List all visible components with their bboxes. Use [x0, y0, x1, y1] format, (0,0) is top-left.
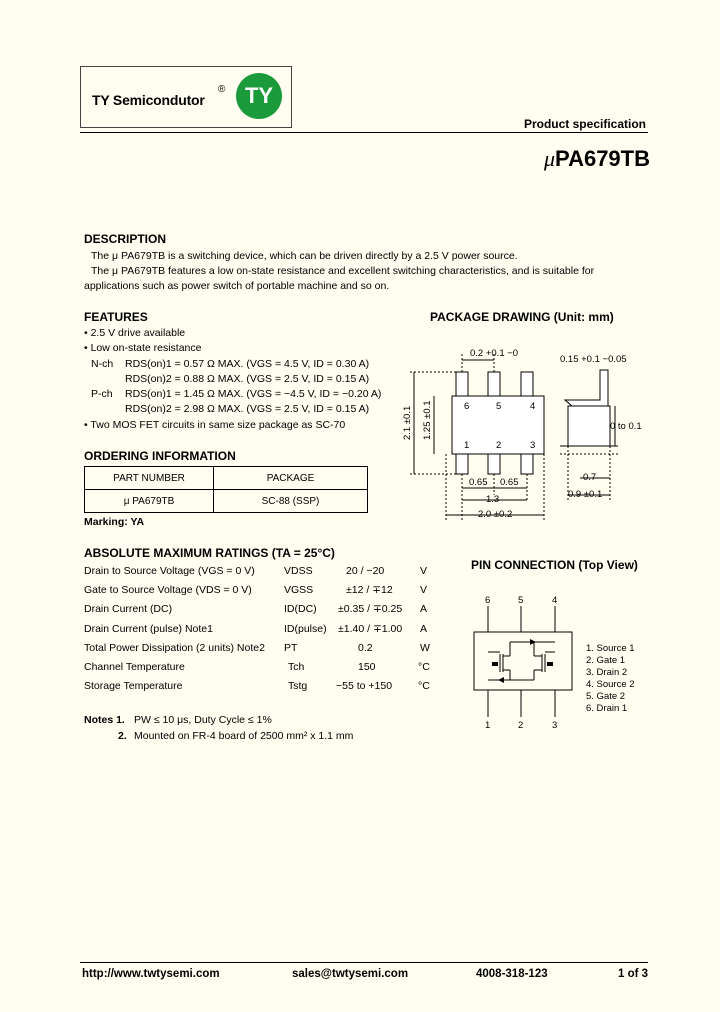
header-rule: [80, 132, 648, 133]
pin-connection-heading: PIN CONNECTION (Top View): [471, 558, 638, 572]
nch-label: N-ch: [91, 358, 114, 370]
rating-symbol: Tch: [288, 660, 305, 673]
notes-label-2: 2.: [118, 730, 127, 742]
footer-rule: [80, 962, 648, 963]
rating-value: 0.2: [358, 641, 373, 654]
dim-lead-thickness: 0.15 +0.1 −0.05: [560, 354, 627, 365]
rating-value: ±1.40 / ∓1.00: [338, 622, 403, 635]
rating-symbol: ID(DC): [284, 603, 317, 616]
pin-label-5: 5: [496, 401, 502, 412]
pin-bottom-2: 2: [518, 720, 524, 731]
package-drawing-heading: PACKAGE DRAWING (Unit: mm): [430, 310, 614, 324]
rating-unit: °C: [418, 660, 430, 673]
marking: Marking: YA: [84, 516, 145, 528]
pin-connection-diagram: [470, 592, 580, 732]
rating-unit: V: [420, 584, 428, 597]
rating-param: Gate to Source Voltage (VDS = 0 V): [84, 584, 252, 597]
dim-span: 1.3: [486, 494, 500, 505]
rating-param: Drain Current (DC): [84, 603, 173, 616]
feature-2: • Low on-state resistance: [84, 342, 202, 354]
dim-pitch-a: 0.65: [469, 477, 488, 488]
rating-unit: V: [420, 565, 428, 577]
pin-label-6: 6: [464, 401, 470, 412]
mu-symbol: μ: [543, 146, 556, 171]
dim-height-total: 2.1 ±0.1: [402, 405, 413, 440]
rating-symbol: VDSS: [284, 565, 313, 577]
pin-label-1: 1: [464, 440, 470, 451]
footer-email[interactable]: sales@twtysemi.com: [292, 968, 409, 980]
pin-bottom-1: 1: [485, 720, 491, 731]
note-1: PW ≤ 10 μs, Duty Cycle ≤ 1%: [134, 714, 272, 726]
rating-row: [84, 642, 444, 661]
ordering-part: μ PA679TB: [85, 490, 214, 513]
dim-height-body: 1.25 ±0.1: [422, 400, 433, 440]
rating-param: Total Power Dissipation (2 units) Note2: [84, 641, 265, 654]
description-line-3: applications such as power switch of portable machine and so on.: [84, 280, 390, 292]
pin-item: 4. Source 2: [586, 679, 635, 690]
rating-symbol: PT: [284, 641, 298, 654]
ratings-table: [84, 565, 444, 699]
rating-value: −55 to +150: [336, 680, 393, 693]
dim-standoff: 0 to 0.1: [610, 421, 642, 432]
pin-label-3: 3: [530, 440, 536, 451]
rating-value: ±12 / ∓12: [346, 584, 393, 597]
ratings-heading: ABSOLUTE MAXIMUM RATINGS (TA = 25°C): [84, 546, 335, 560]
pin-item: 3. Drain 2: [586, 667, 628, 678]
feature-1: • 2.5 V drive available: [84, 327, 186, 339]
pin-top-4: 4: [552, 595, 558, 606]
rating-row: [84, 623, 444, 642]
pch-rdson-2: RDS(on)2 = 2.98 Ω MAX. (VGS = 2.5 V, ID = 0.15 A): [125, 403, 370, 415]
ordering-col-part: PART NUMBER: [85, 467, 214, 490]
rating-unit: °C: [418, 680, 430, 693]
nch-rdson-1: RDS(on)1 = 0.57 Ω MAX. (VGS = 4.5 V, ID = 0.30 A): [125, 358, 370, 370]
rating-symbol: Tstg: [288, 680, 308, 693]
features-heading: FEATURES: [84, 310, 148, 324]
footer-url[interactable]: http://www.twtysemi.com: [82, 968, 220, 980]
dim-pitch-b: 0.65: [500, 477, 519, 488]
nch-rdson-2: RDS(on)2 = 0.88 Ω MAX. (VGS = 2.5 V, ID = 0.15 A): [125, 373, 370, 385]
description-line-1: The μ PA679TB is a switching device, which can be driven directly by a 2.5 V power source.: [91, 250, 518, 262]
description-heading: DESCRIPTION: [84, 232, 167, 246]
pch-rdson-1: RDS(on)1 = 1.45 Ω MAX. (VGS = −4.5 V, ID = −0.20 A): [125, 388, 382, 400]
rating-param: Drain to Source Voltage (VGS = 0 V): [84, 565, 255, 577]
footer-page: 1 of 3: [618, 968, 649, 980]
rating-unit: W: [420, 641, 430, 654]
rating-row: [84, 565, 444, 584]
rating-unit: A: [420, 622, 428, 635]
pin-item: 2. Gate 1: [586, 655, 626, 666]
rating-value: 150: [358, 660, 376, 673]
dim-lead-width: 0.2 +0.1 −0: [470, 348, 519, 359]
package-drawing: [400, 340, 650, 530]
dim-width: 2.0 ±0.2: [478, 509, 513, 520]
pin-item: 1. Source 1: [586, 643, 635, 654]
company-name: TY Semicondutor: [92, 92, 205, 108]
pin-item: 6. Drain 1: [586, 703, 628, 714]
pin-top-6: 6: [485, 595, 491, 606]
rating-param: Channel Temperature: [84, 660, 185, 673]
rating-param: Storage Temperature: [84, 680, 183, 693]
pin-label-2: 2: [496, 440, 502, 451]
footer-phone: 4008-318-123: [476, 968, 548, 980]
rating-symbol: ID(pulse): [284, 622, 327, 635]
rating-symbol: VGSS: [284, 584, 314, 597]
company-logo: TY: [236, 73, 282, 119]
description-line-2: The μ PA679TB features a low on-state resistance and excellent switching characteristics, and is suitable for: [91, 265, 595, 277]
product-spec-label: Product specification: [523, 117, 646, 131]
rating-row: [84, 603, 444, 622]
rating-value: ±0.35 / ∓0.25: [338, 603, 403, 616]
rating-param: Drain Current (pulse) Note1: [84, 622, 213, 635]
part-number-title: [544, 146, 650, 172]
feature-3: • Two MOS FET circuits in same size package as SC-70: [84, 419, 346, 431]
note-2: Mounted on FR-4 board of 2500 mm² x 1.1 mm: [134, 730, 354, 742]
registered-mark: ®: [218, 84, 226, 95]
part-number: PA679TB: [555, 146, 650, 171]
rating-row: [84, 584, 444, 603]
notes-label-1: Notes 1.: [84, 714, 125, 726]
ordering-package: SC-88 (SSP): [214, 490, 368, 513]
pin-bottom-3: 3: [552, 720, 558, 731]
rating-row: [84, 680, 444, 699]
rating-value: 20 / −20: [346, 565, 385, 577]
dim-09: 0.9 ±0.1: [568, 489, 603, 500]
dim-07: 0.7: [583, 472, 597, 483]
pin-item: 5. Gate 2: [586, 691, 626, 702]
pin-top-5: 5: [518, 595, 524, 606]
pin-list: [586, 643, 635, 715]
pch-label: P-ch: [91, 388, 113, 400]
pin-label-4: 4: [530, 401, 536, 412]
ordering-col-package: PACKAGE: [214, 467, 368, 490]
rating-row: [84, 661, 444, 680]
ordering-heading: ORDERING INFORMATION: [84, 449, 236, 463]
ordering-table: [84, 466, 368, 513]
rating-unit: A: [420, 603, 428, 616]
